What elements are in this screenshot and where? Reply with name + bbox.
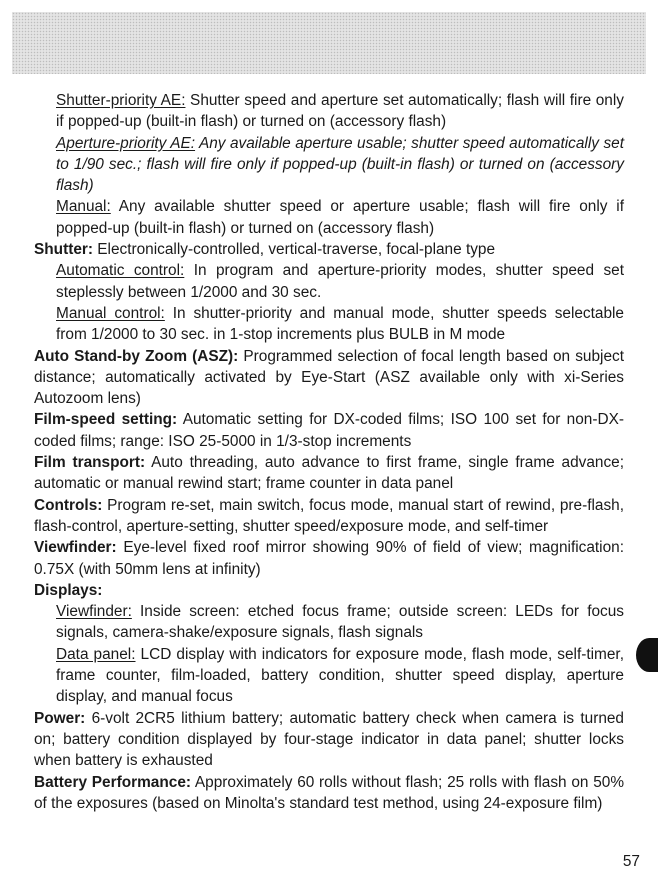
spec-power: Power: 6-volt 2CR5 lithium battery; automatic battery check when camera is turned on; battery condition displayed by four-stage indicator in data panel; shutter locks when battery is exhausted	[34, 709, 624, 770]
spec-data-panel: Data panel: LCD display with indicators for exposure mode, flash mode, self-timer, frame counter, film-loaded, battery condition, shutter speed display, aperture display, and manual focus	[56, 645, 624, 706]
spec-manual: Manual: Any available shutter speed or aperture usable; flash will fire only if popped-up (built-in flash) or turned on (accessory flash)	[56, 198, 624, 237]
header-banner	[12, 12, 646, 74]
spec-aperture-priority-ae: Aperture-priority AE: Any available aperture usable; shutter speed automatically set to 1/90 sec.; flash will fire only if popped-up (built-in flash) or turned on (accessory flash)	[56, 134, 624, 195]
spec-list	[34, 90, 624, 814]
spec-displays: Displays:	[34, 581, 103, 599]
spec-shutter-priority-ae: Shutter-priority AE: Shutter speed and aperture set automatically; flash will fire only if popped-up (built-in flash) or turned on (accessory flash)	[56, 92, 624, 131]
spec-manual-control: Manual control: In shutter-priority and manual mode, shutter speeds selectable from 1/2000 to 30 sec. in 1-stop increments plus BULB in M mode	[56, 304, 624, 344]
spec-battery-performance: Battery Performance: Approximately 60 rolls without flash; 25 rolls with flash on 50% of the exposures (based on Minolta's standard test method, using 24-exposure film)	[34, 773, 625, 812]
spec-automatic-control: Automatic control: In program and aperture-priority modes, shutter speed set steplessly between 1/2000 and 30 sec.	[56, 262, 624, 301]
page-number: 57	[622, 853, 640, 870]
section-tab-marker	[636, 638, 658, 672]
spec-film-transport: Film transport: Auto threading, auto advance to first frame, single frame advance; automatic or manual rewind start; frame counter in data panel	[34, 454, 624, 493]
spec-viewfinder: Viewfinder: Eye-level fixed roof mirror showing 90% of field of view; magnification: 0.75X (with 50mm lens at infinity)	[34, 539, 624, 578]
spec-auto-standby-zoom: Auto Stand-by Zoom (ASZ): Programmed selection of focal length based on subject distance; automatically activated by Eye-Start (ASZ available only with xi-Series Autozoom lens)	[34, 347, 624, 408]
spec-displays-viewfinder: Viewfinder: Inside screen: etched focus frame; outside screen: LEDs for focus signals, camera-shake/exposure signals, flash signals	[56, 603, 624, 642]
spec-shutter: Shutter: Electronically-controlled, vertical-traverse, focal-plane type	[34, 241, 496, 259]
spec-film-speed-setting: Film-speed setting: Automatic setting for DX-coded films; ISO 100 set for non-DX-coded films; range: ISO 25-5000 in 1/3-stop increments	[34, 411, 624, 450]
spec-controls: Controls: Program re-set, main switch, focus mode, manual start of rewind, pre-flash, flash-control, aperture-setting, shutter speed/exposure mode, and self-timer	[34, 496, 624, 535]
